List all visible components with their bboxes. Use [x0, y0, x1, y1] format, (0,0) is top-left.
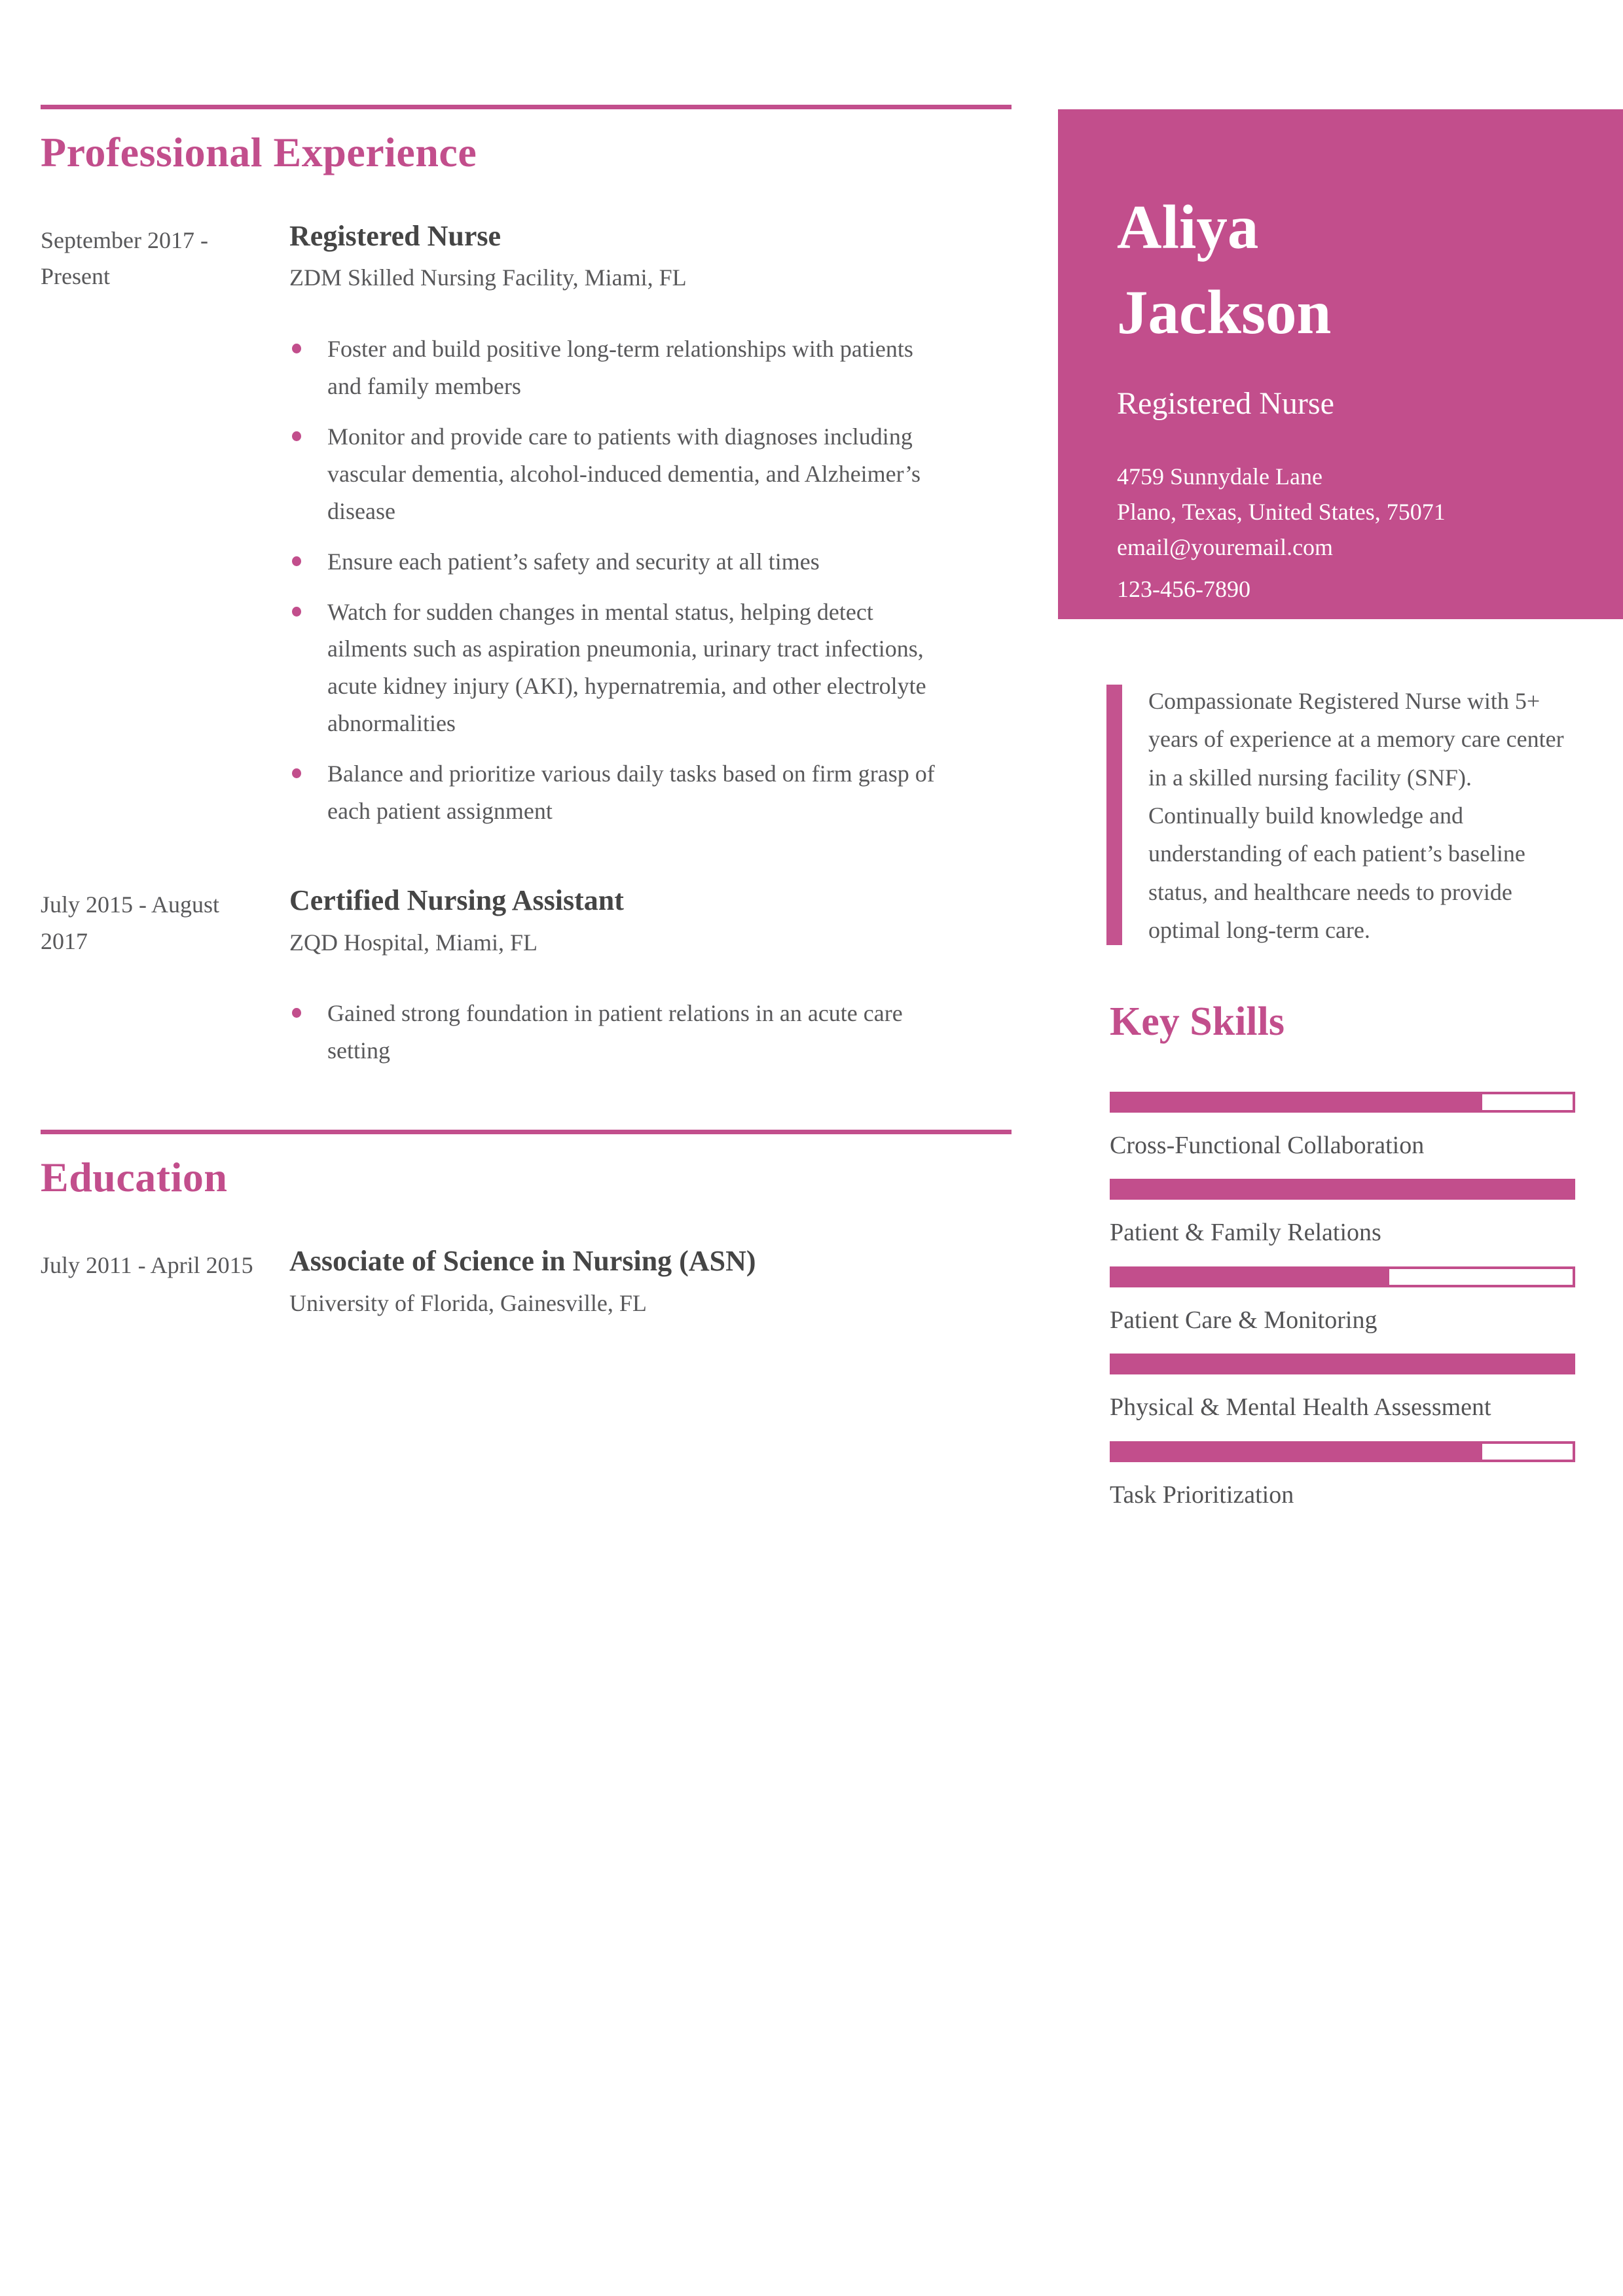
skill-bar — [1110, 1441, 1575, 1462]
main-column — [41, 105, 1012, 1321]
contact-address-line1: 4759 Sunnydale Lane — [1117, 463, 1322, 490]
skill-label: Cross-Functional Collaboration — [1110, 1132, 1425, 1159]
sidebar-header-box — [1058, 109, 1623, 619]
degree-title: Associate of Science in Nursing (ASN) — [289, 1244, 756, 1277]
job-title: Certified Nursing Assistant — [289, 884, 624, 916]
skill-item — [1110, 1441, 1575, 1511]
entry-body — [289, 1244, 1012, 1322]
bullet-item: Ensure each patient’s safety and security at all times — [289, 543, 953, 581]
skill-label: Physical & Mental Health Assessment — [1110, 1393, 1491, 1422]
bullet-item: Balance and prioritize various daily tasks based on firm grasp of each patient assignment — [289, 755, 953, 830]
skill-bar-remainder — [1482, 1444, 1573, 1460]
entry-body — [289, 884, 1012, 1083]
job-bullet-list — [289, 995, 1012, 1069]
section-divider-education — [41, 1130, 1012, 1134]
skill-bar-remainder — [1482, 1094, 1573, 1110]
experience-entry — [41, 219, 1012, 843]
job-title: Registered Nurse — [289, 219, 501, 252]
job-bullet-list — [289, 331, 1012, 830]
skill-item — [1110, 1092, 1575, 1162]
skill-item — [1110, 1266, 1575, 1336]
skill-bar — [1110, 1354, 1575, 1374]
contact-phone: 123-456-7890 — [1117, 575, 1250, 602]
school-name: University of Florida, Gainesville, FL — [289, 1289, 647, 1316]
key-skills-section — [1110, 1001, 1575, 1511]
skill-label: Patient Care & Monitoring — [1110, 1306, 1377, 1334]
skill-item — [1110, 1179, 1575, 1249]
education-entry — [41, 1244, 1012, 1322]
contact-address-line2: Plano, Texas, United States, 75071 — [1117, 498, 1446, 525]
job-organization: ZDM Skilled Nursing Facility, Miami, FL — [289, 264, 687, 291]
skill-bar — [1110, 1092, 1575, 1113]
summary-text: Compassionate Registered Nurse with 5+ years of experience at a memory care center in a skilled nursing facility (SNF). Continually build knowledge and understanding of each patient’s baseline status, and healthcare needs to provide optimal long-term care. — [1148, 688, 1564, 943]
job-organization: ZQD Hospital, Miami, FL — [289, 929, 538, 956]
entry-body — [289, 219, 1012, 843]
person-name: Aliya Jackson — [1117, 192, 1332, 348]
skill-item — [1110, 1354, 1575, 1424]
contact-block — [1117, 459, 1584, 607]
bullet-item: Monitor and provide care to patients with diagnoses including vascular dementia, alcohol-induced dementia, and Alzheimer’s disease — [289, 418, 953, 530]
entry-dates: September 2017 - Present — [41, 226, 208, 290]
person-job-title: Registered Nurse — [1117, 386, 1334, 422]
experience-section-heading: Professional Experience — [41, 129, 477, 175]
experience-entry — [41, 884, 1012, 1083]
skills-section-heading: Key Skills — [1110, 999, 1285, 1044]
section-divider-top — [41, 105, 1012, 109]
entry-dates: July 2011 - April 2015 — [41, 1251, 253, 1278]
education-section-heading: Education — [41, 1154, 228, 1201]
summary-accent-bar — [1106, 685, 1122, 945]
entry-dates: July 2015 - August 2017 — [41, 891, 220, 954]
bullet-item: Gained strong foundation in patient relations in an acute care setting — [289, 995, 953, 1069]
skill-label: Task Prioritization — [1110, 1480, 1294, 1509]
bullet-item: Watch for sudden changes in mental status, helping detect ailments such as aspiration pneumonia, urinary tract infections, acute kidney injury (AKI), hypernatremia, and other electrolyte abnormalities — [289, 594, 953, 743]
bullet-item: Foster and build positive long-term relationships with patients and family members — [289, 331, 953, 405]
skill-bar — [1110, 1266, 1575, 1287]
skill-label: Patient & Family Relations — [1110, 1219, 1381, 1247]
skill-bar — [1110, 1179, 1575, 1200]
summary-block — [1106, 682, 1584, 949]
skill-bar-remainder — [1389, 1269, 1573, 1285]
contact-email: email@youremail.com — [1117, 533, 1334, 560]
